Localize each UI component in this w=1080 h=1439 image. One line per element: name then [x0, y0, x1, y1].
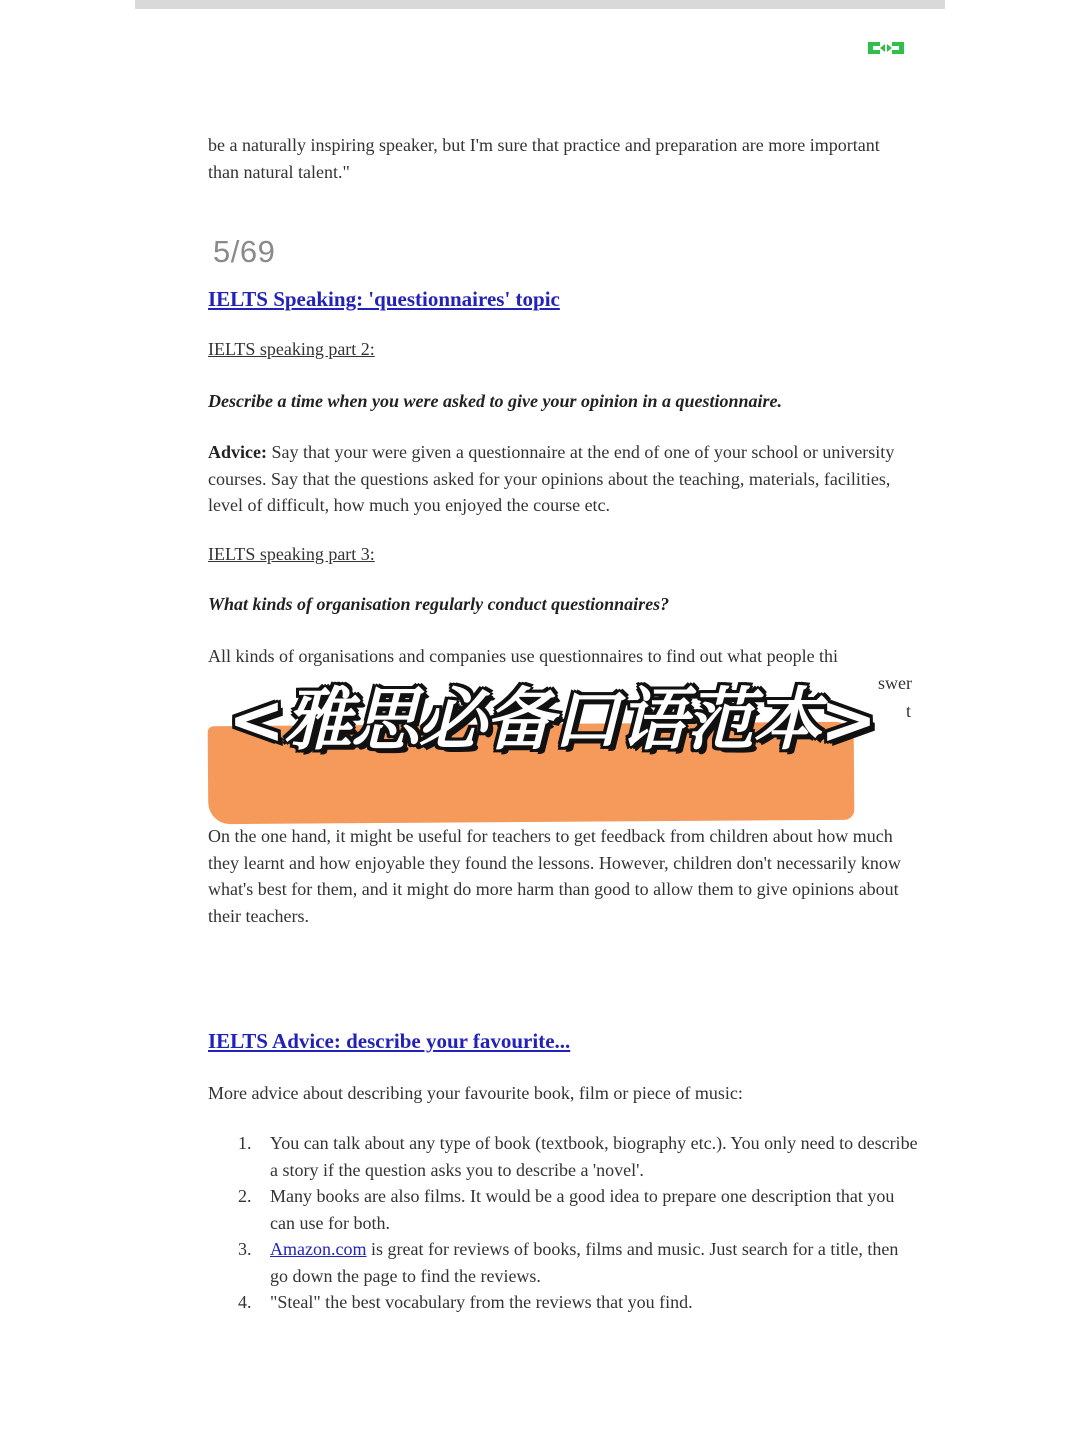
answer-partial: All kinds of organisations and companies use questionnaires to find out what people thi [208, 646, 839, 666]
list-item [238, 1183, 918, 1236]
section-favourite-title-link[interactable]: IELTS Advice: describe your favourite... [208, 1029, 571, 1053]
section-questionnaires-title-link[interactable]: IELTS Speaking: 'questionnaires' topic [208, 287, 560, 311]
top-scroll-strip [135, 0, 945, 9]
list-item-text: "Steal" the best vocabulary from the reviews that you find. [270, 1292, 693, 1312]
list-item-number: 3. [238, 1239, 252, 1259]
expand-arrows-icon[interactable] [866, 40, 906, 56]
list-item [238, 1130, 918, 1183]
amazon-link[interactable]: Amazon.com [270, 1239, 367, 1259]
answer-fragment-right: swer [878, 673, 912, 693]
part2-question: Describe a time when you were asked to give your opinion in a questionnaire. [208, 391, 783, 411]
list-item-text: You can talk about any type of book (textbook, biography etc.). You only need to describe a story if the question asks you to describe a 'novel'. [270, 1133, 918, 1180]
advice-label: Advice: [208, 442, 267, 462]
page-counter: 5/69 [213, 234, 276, 269]
part3-label: IELTS speaking part 3: [208, 544, 375, 564]
favourite-intro: More advice about describing your favourite book, film or piece of music: [208, 1083, 743, 1103]
part2-label: IELTS speaking part 2: [208, 339, 375, 359]
advice-paragraph [208, 439, 908, 519]
advice-list [238, 1130, 918, 1316]
list-item [238, 1289, 918, 1316]
list-item-text: is great for reviews of books, films and music. Just search for a title, then go down the page to find the reviews. [270, 1239, 899, 1286]
list-item-number: 2. [238, 1186, 252, 1206]
list-item-number: 4. [238, 1292, 252, 1312]
answer-paragraph-2: On the one hand, it might be useful for teachers to get feedback from children about how much they learnt and how enjoyable they found the lessons. However, children don't necessarily know what's best for them, and it might do more harm than good to allow them to give opinions about their teachers. [208, 826, 901, 926]
list-item-number: 1. [238, 1133, 252, 1153]
list-item-text: Many books are also films. It would be a good idea to prepare one description that you can use for both. [270, 1186, 895, 1233]
list-item [238, 1236, 918, 1289]
intro-paragraph: be a naturally inspiring speaker, but I'm sure that practice and preparation are more important than natural talent." [208, 135, 880, 182]
part3-question: What kinds of organisation regularly conduct questionnaires? [208, 594, 670, 614]
advice-text: Say that your were given a questionnaire at the end of one of your school or university courses. Say that the questions asked for your opinions about the teaching, materials, facilities, level of difficult, how much you enjoyed the course etc. [208, 442, 895, 515]
banner-title: <雅思必备口语范本> [228, 681, 876, 760]
banner-highlight-tail [820, 768, 852, 810]
answer-fragment-edge: t [906, 701, 912, 721]
